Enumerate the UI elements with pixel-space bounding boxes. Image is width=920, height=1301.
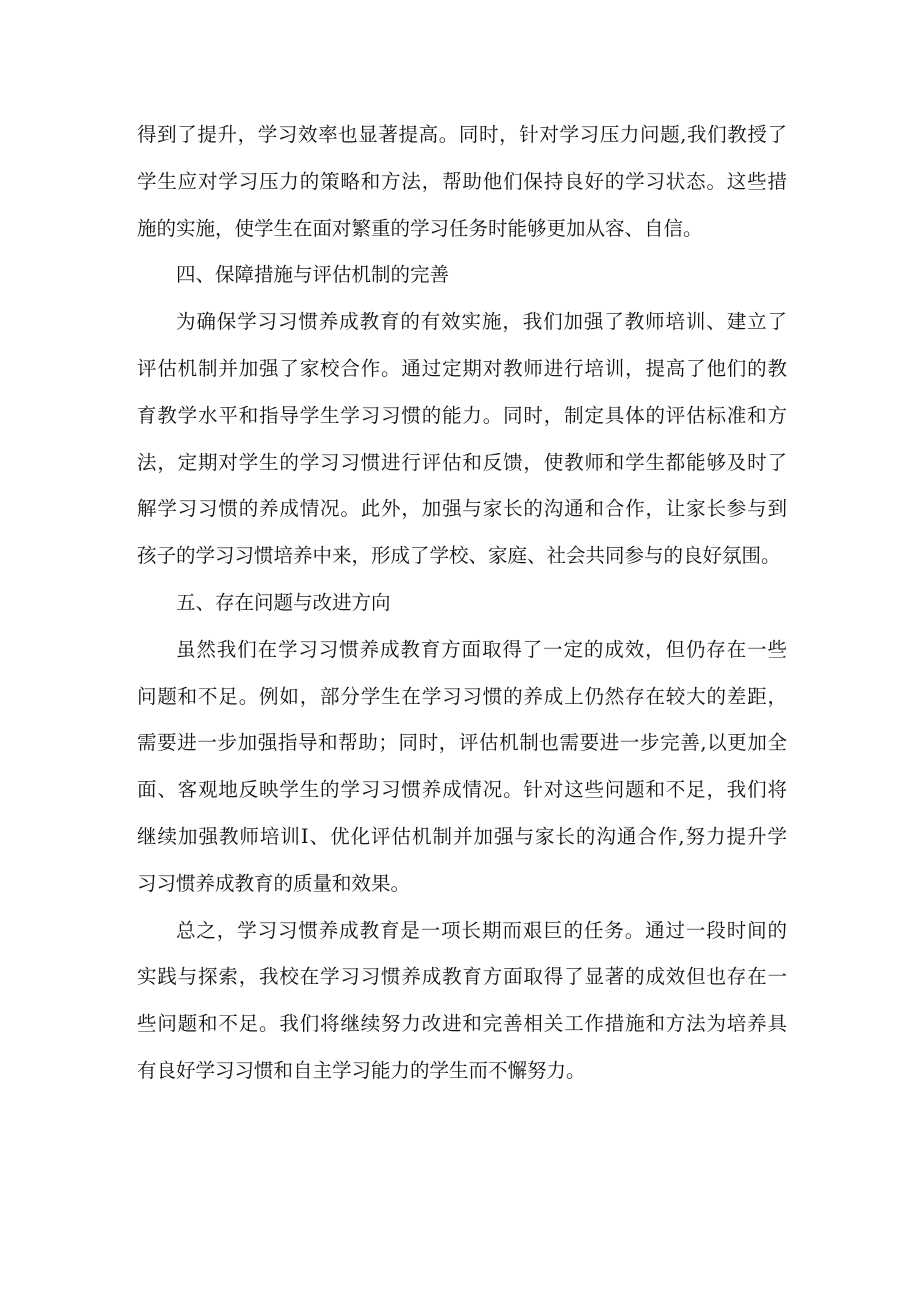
- text-line: 育教学水平和指导学生学习习惯的能力。同时，制定具体的评估标准和方: [137, 403, 787, 427]
- section-heading: 四、保障措施与评估机制的完善: [176, 263, 450, 287]
- text-line: 继续加强教师培训I、优化评估机制并加强与家长的沟通合作,努力提升学: [137, 824, 787, 848]
- text-line: 需要进一步加强指导和帮助；同时，评估机制也需要进一步完善,以更加全: [137, 731, 787, 755]
- text-body: [137, 112, 787, 1095]
- paragraph: [137, 112, 787, 252]
- text-line: 施的实施，使学生在面对繁重的学习任务时能够更加从容、自信。: [137, 216, 703, 240]
- text-line: 孩子的学习习惯培养中来，形成了学校、家庭、社会共同参与的良好氛围。: [137, 544, 781, 568]
- text-line: 学生应对学习压力的策略和方法，帮助他们保持良好的学习状态。这些措: [137, 169, 787, 193]
- paragraph: [137, 299, 787, 580]
- text-line: 面、客观地反映学生的学习习惯养成情况。针对这些问题和不足，我们将: [137, 778, 787, 802]
- section-heading: 五、存在问题与改进方向: [176, 590, 391, 614]
- text-line: 评估机制并加强了家校合作。通过定期对教师进行培训，提高了他们的教: [137, 356, 787, 380]
- text-line: 习习惯养成教育的质量和效果。: [137, 871, 411, 895]
- text-line: 问题和不足。例如，部分学生在学习习惯的养成上仍然存在较大的差距，: [137, 684, 787, 708]
- text-line: 些问题和不足。我们将继续努力改进和完善相关工作措施和方法为培养具: [137, 1012, 787, 1036]
- text-line: 有良好学习习惯和自主学习能力的学生而不懈努力。: [137, 1058, 586, 1082]
- text-line: 总之，学习习惯养成教育是一项长期而艰巨的任务。通过一段时间的: [176, 918, 787, 942]
- text-line: 得到了提升，学习效率也显著提高。同时，针对学习压力问题,我们教授了: [137, 123, 787, 146]
- paragraph: [137, 627, 787, 908]
- text-line: 虽然我们在学习习惯养成教育方面取得了一定的成效，但仍存在一些: [176, 637, 787, 661]
- paragraph: [137, 908, 787, 1095]
- text-line: 为确保学习习惯养成教育的有效实施，我们加强了教师培训、建立了: [176, 310, 787, 334]
- text-line: 解学习习惯的养成情况。此外，加强与家长的沟通和合作，让家长参与到: [137, 497, 787, 521]
- text-line: 实践与探索，我校在学习习惯养成教育方面取得了显著的成效但也存在一: [137, 965, 787, 989]
- text-line: 法，定期对学生的学习习惯进行评估和反馈，使教师和学生都能够及时了: [137, 450, 787, 474]
